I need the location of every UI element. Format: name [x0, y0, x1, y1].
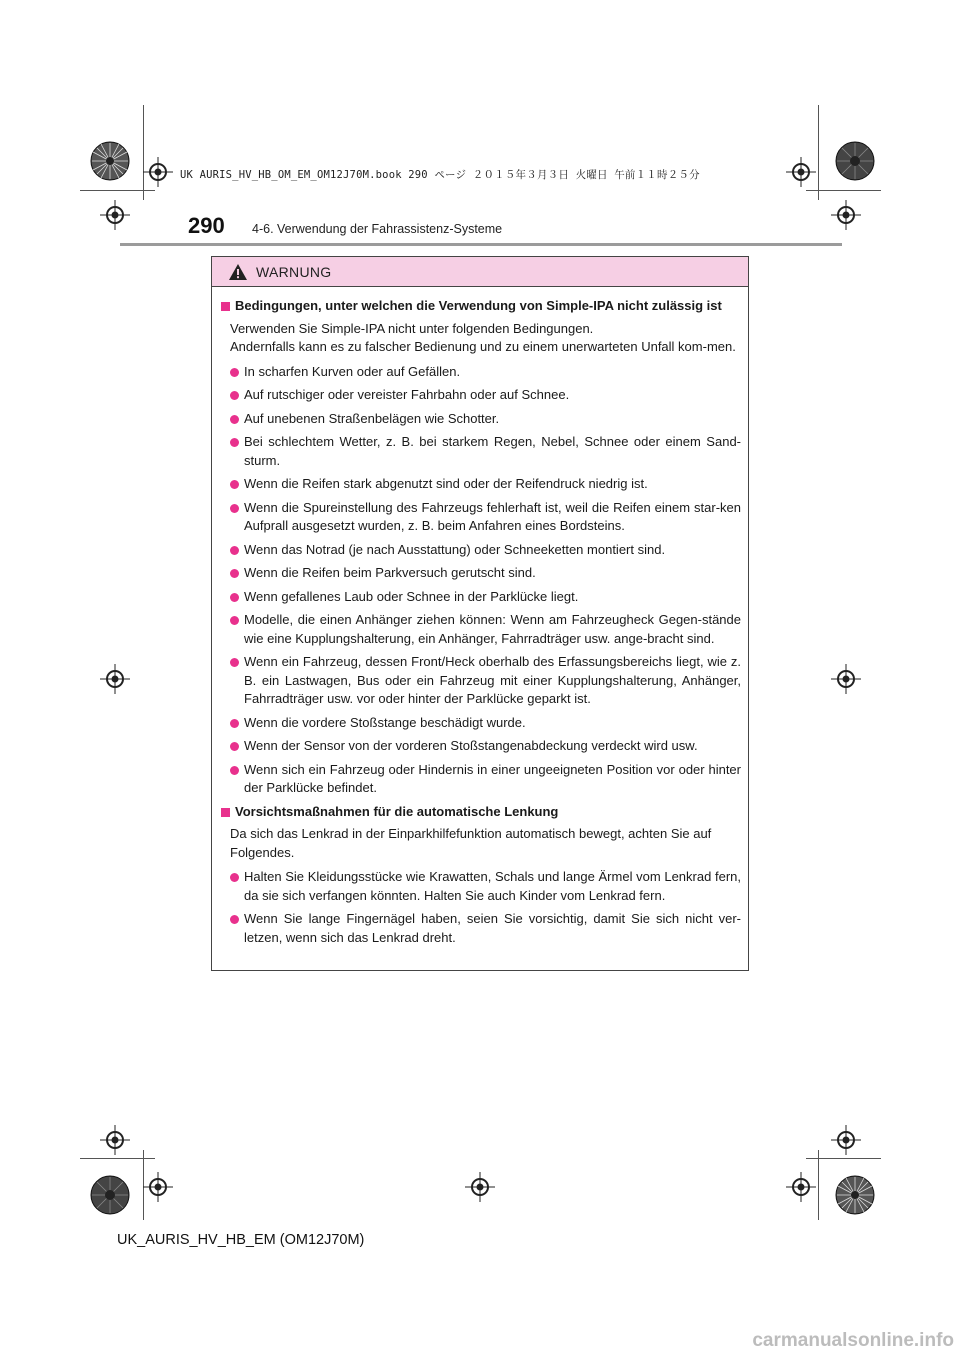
bullet-dot-icon — [230, 873, 239, 882]
watermark: carmanualsonline.info — [752, 1330, 954, 1351]
list-item — [220, 910, 741, 947]
page-number: 290 — [188, 213, 225, 238]
list-item-text: Wenn gefallenes Laub oder Schnee in der Parklücke liegt. — [244, 588, 579, 604]
list-item — [220, 475, 741, 494]
list-item-text: Wenn der Sensor von der vorderen Stoßstangenabdeckung verdeckt wird usw. — [244, 738, 698, 753]
crop-line — [806, 190, 881, 191]
bullet-dot-icon — [230, 546, 239, 555]
list-item-text: Auf rutschiger oder vereister Fahrbahn oder auf Schnee. — [244, 387, 570, 402]
warning-body — [212, 287, 748, 947]
color-dial-icon — [90, 141, 130, 181]
crop-line — [818, 105, 819, 200]
registration-mark-icon — [831, 200, 861, 230]
list-item-text: Auf unebenen Straßenbelägen wie Schotter. — [244, 410, 500, 426]
list-item-text: Modelle, die einen Anhänger ziehen können: Wenn am Fahrzeugheck Gegen-stände wie eine Kupplungshalterung, ein Anhänger, Fahrradträger usw. ange-bracht sind. — [244, 612, 741, 646]
intro-paragraph — [220, 825, 741, 862]
registration-mark-icon — [143, 1172, 173, 1202]
registration-mark-icon — [100, 1125, 130, 1155]
square-bullet-icon — [221, 302, 230, 311]
list-item-text: Wenn die Reifen beim Parkversuch gerutscht sind. — [244, 565, 536, 580]
registration-mark-icon — [100, 664, 130, 694]
registration-mark-icon — [100, 200, 130, 230]
intro-paragraph — [220, 320, 741, 357]
list-item — [220, 761, 741, 798]
bullet-dot-icon — [230, 438, 239, 447]
section-heading-text: Vorsichtsmaßnahmen für die automatische Lenkung — [235, 803, 559, 819]
square-bullet-icon — [221, 808, 230, 817]
crop-line — [80, 190, 155, 191]
bullet-dot-icon — [230, 616, 239, 625]
list-item-text: Halten Sie Kleidungsstücke wie Krawatten, Schals und lange Ärmel vom Lenkrad fern, da sie sich verfangen könnten. Halten Sie auch Kinder vom Lenkrad fern. — [244, 869, 741, 903]
bullet-dot-icon — [230, 504, 239, 513]
bullet-dot-icon — [230, 593, 239, 602]
registration-mark-icon — [831, 1125, 861, 1155]
section-title: 4-6. Verwendung der Fahrassistenz-Systeme — [252, 222, 503, 236]
manual-code: UK_AURIS_HV_HB_EM (OM12J70M) — [117, 1232, 365, 1248]
list-item — [220, 363, 741, 382]
list-item-text: Wenn Sie lange Fingernägel haben, seien Sie vorsichtig, damit Sie sich nicht ver-letzen, wenn sich das Lenkrad dreht. — [244, 911, 741, 945]
bullet-dot-icon — [230, 368, 239, 377]
intro-line: Andernfalls kann es zu falscher Bedienung und zu einem unerwarteten Unfall kom-men. — [230, 339, 736, 354]
section-heading — [220, 803, 741, 822]
section-heading — [220, 297, 741, 316]
header-rule — [120, 243, 842, 246]
bullet-dot-icon — [230, 742, 239, 751]
warning-box — [211, 256, 749, 971]
bullet-dot-icon — [230, 391, 239, 400]
list-item-text: Wenn ein Fahrzeug, dessen Front/Heck oberhalb des Erfassungsbereichs liegt, wie z. B. ein Lastwagen, Bus oder ein Fahrzeug mit einer Kupplungshalterung, Anhänger, Fahrradträger usw. vor oder hinter der Parklücke geparkt ist. — [244, 654, 741, 706]
bullet-dot-icon — [230, 480, 239, 489]
crop-line — [818, 1150, 819, 1220]
list-item-text: Wenn die Reifen stark abgenutzt sind oder der Reifendruck niedrig ist. — [244, 476, 648, 491]
color-dial-icon — [90, 1175, 130, 1215]
list-item — [220, 588, 741, 607]
warning-header — [212, 257, 748, 287]
registration-mark-icon — [831, 664, 861, 694]
intro-line: Verwenden Sie Simple-IPA nicht unter folgenden Bedingungen. — [230, 320, 594, 336]
bullet-dot-icon — [230, 569, 239, 578]
warning-triangle-icon — [228, 263, 248, 281]
list-item — [220, 564, 741, 583]
bullet-dot-icon — [230, 415, 239, 424]
list-item-text: Wenn sich ein Fahrzeug oder Hindernis in einer ungeeigneten Position vor oder hinter der Parklücke befindet. — [244, 761, 741, 795]
bullet-dot-icon — [230, 766, 239, 775]
list-item — [220, 386, 741, 405]
list-item-text: In scharfen Kurven oder auf Gefällen. — [244, 363, 461, 379]
registration-mark-icon — [786, 157, 816, 187]
section-heading-text: Bedingungen, unter welchen die Verwendung von Simple-IPA nicht zulässig ist — [235, 298, 722, 313]
list-item-text: Wenn die vordere Stoßstange beschädigt wurde. — [244, 714, 526, 730]
book-file-stamp: UK AURIS_HV_HB_OM_EM_OM12J70M.book 290 ページ ２０１５年３月３日 火曜日 午前１１時２５分 — [180, 169, 700, 181]
intro-line: Da sich das Lenkrad in der Einparkhilfefunktion automatisch bewegt, achten Sie auf Folgendes. — [230, 826, 712, 860]
list-item — [220, 611, 741, 648]
list-item — [220, 714, 741, 733]
registration-mark-icon — [786, 1172, 816, 1202]
list-item — [220, 541, 741, 560]
color-dial-icon — [835, 141, 875, 181]
registration-mark-icon — [465, 1172, 495, 1202]
registration-mark-icon — [143, 157, 173, 187]
list-item-text: Wenn das Notrad (je nach Ausstattung) oder Schneeketten montiert sind. — [244, 541, 666, 557]
list-item — [220, 410, 741, 429]
list-item — [220, 653, 741, 709]
list-item-text: Bei schlechtem Wetter, z. B. bei starkem Regen, Nebel, Schnee oder einem Sand-sturm. — [244, 434, 741, 468]
list-item — [220, 868, 741, 905]
bullet-dot-icon — [230, 719, 239, 728]
list-item — [220, 737, 741, 756]
warning-title: WARNUNG — [256, 263, 332, 280]
list-item — [220, 499, 741, 536]
bullet-dot-icon — [230, 658, 239, 667]
list-item — [220, 433, 741, 470]
bullet-dot-icon — [230, 915, 239, 924]
color-dial-icon — [835, 1175, 875, 1215]
list-item-text: Wenn die Spureinstellung des Fahrzeugs fehlerhaft ist, weil die Reifen einem star-ken Aufprall ausgesetzt wurden, z. B. beim Anfahren eines Bordsteins. — [244, 499, 741, 533]
